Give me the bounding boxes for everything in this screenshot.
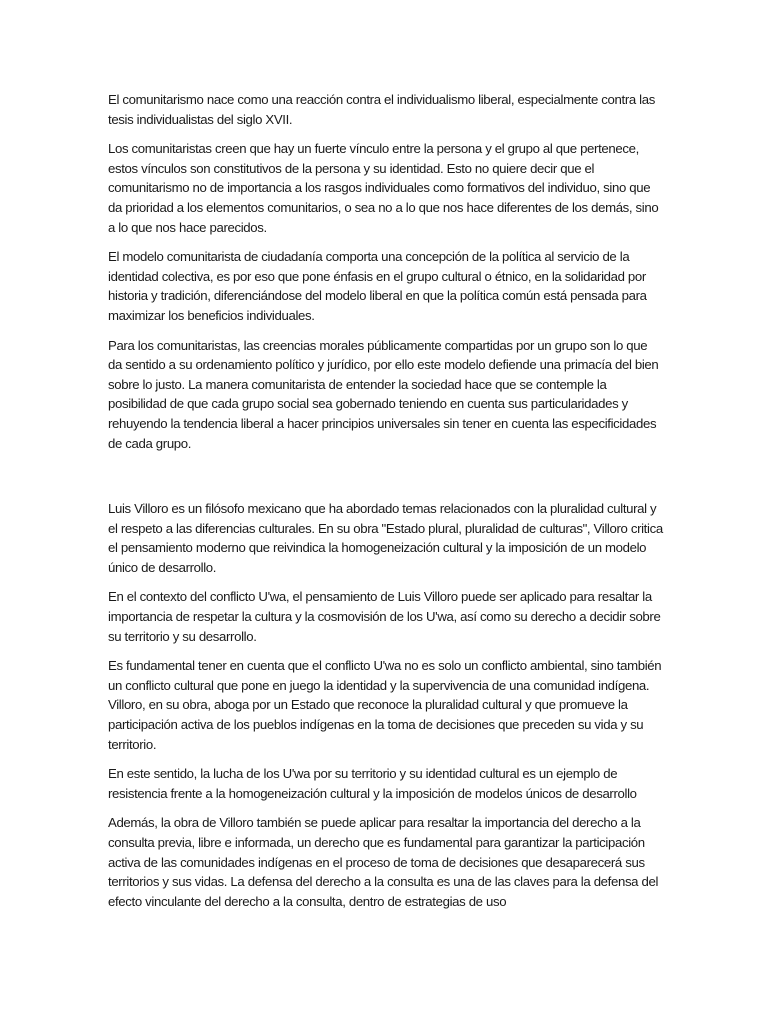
paragraph-conflicto-cultural: Es fundamental tener en cuenta que el conflicto U'wa no es solo un conflicto ambiental, sino también un conflicto cultural que pone en juego la identidad y la supervivencia de una comunidad indígena. Villoro, en su obra, aboga por un Estado que reconoce la pluralidad cultural y que promueve la participación activa de los pueblos indígenas en la toma de decisiones que preceden su vida y su territorio. — [108, 658, 662, 752]
paragraph-luis-villoro: Luis Villoro es un filósofo mexicano que ha abordado temas relacionados con la pluralidad cultural y el respeto a las diferencias culturales. En su obra "Estado plural, pluralidad de culturas", Villoro critica el pensamiento moderno que reivindica la homogeneización cultural y la imposición de un modelo único de desarrollo. — [108, 501, 663, 575]
paragraph-comunitaristas-vinculo: Los comunitaristas creen que hay un fuerte vínculo entre la persona y el grupo al que pertenece, estos vínculos son constitutivos de la persona y su identidad. Esto no quiere decir que el comunitarismo no de importancia a los rasgos individuales como formativos del individuo, sino que da prioridad a los elementos comunitarios, o sea no a lo que nos hace diferentes de los demás, sino a lo que nos hace parecidos. — [108, 141, 659, 235]
paragraph-consulta-previa: Además, la obra de Villoro también se puede aplicar para resaltar la importancia del derecho a la consulta previa, libre e informada, un derecho que es fundamental para garantizar la participación activa de las comunidades indígenas en el proceso de toma de decisiones que desaparecerá sus territorios y sus vidas. La defensa del derecho a la consulta es una de las claves para la defensa del efecto vinculante del derecho a la consulta, dentro de estrategias de uso — [108, 815, 659, 909]
paragraph-modelo-ciudadania: El modelo comunitarista de ciudadanía comporta una concepción de la política al servicio de la identidad colectiva, es por eso que pone énfasis en el grupo cultural o étnico, en la solidaridad por historia y tradición, diferenciándose del modelo liberal en que la política común está pensada para maximizar los beneficios individuales. — [108, 249, 647, 323]
document-body — [108, 90, 664, 921]
paragraph-conflicto-uwa: En el contexto del conflicto U'wa, el pensamiento de Luis Villoro puede ser aplicado para resaltar la importancia de respetar la cultura y la cosmovisión de los U'wa, así como su derecho a decidir sobre su territorio y su desarrollo. — [108, 589, 661, 644]
paragraph-comunitarismo-origen: El comunitarismo nace como una reacción contra el individualismo liberal, especialmente contra las tesis individualistas del siglo XVII. — [108, 92, 655, 127]
paragraph-resistencia: En este sentido, la lucha de los U'wa por su territorio y su identidad cultural es un ejemplo de resistencia frente a la homogeneización cultural y la imposición de modelos únicos de desarrollo — [108, 766, 637, 801]
paragraph-creencias-morales: Para los comunitaristas, las creencias morales públicamente compartidas por un grupo son lo que da sentido a su ordenamiento político y jurídico, por ello este modelo defiende una primacía del bien sobre lo justo. La manera comunitarista de entender la sociedad hace que se contemple la posibilidad de que cada grupo social sea gobernado teniendo en cuenta sus particularidades y rehuyendo la tendencia liberal a hacer principios universales sin tener en cuenta las especificidades de cada grupo. — [108, 337, 659, 451]
section-gap — [108, 463, 664, 499]
